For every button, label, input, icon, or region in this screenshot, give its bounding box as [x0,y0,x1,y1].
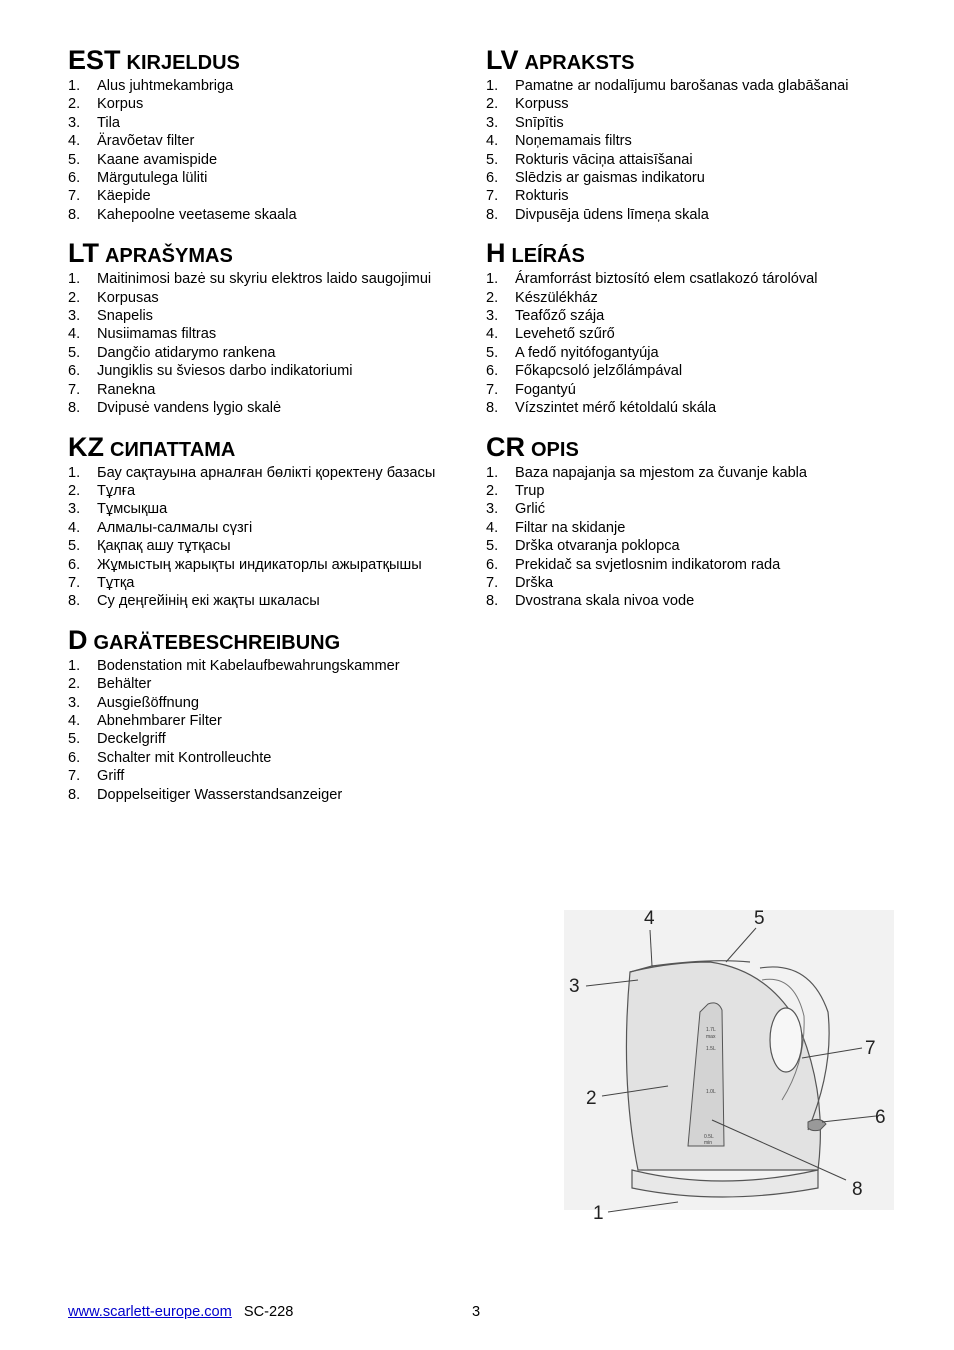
item-text: Korpusas [97,289,159,306]
list-item [68,730,470,748]
item-text: Doppelseitiger Wasserstandsanzeiger [97,786,343,803]
item-text: Snapelis [97,308,153,325]
item-text: Су деңгейінің екі жақты шкаласы [97,593,320,610]
item-text: Қақпақ ашу тұтқасы [97,538,231,555]
scale-mark: 0.5L [704,1134,714,1140]
item-text: Baza napajanja sa mjestom za čuvanje kabla [515,464,808,481]
list-item [68,519,470,537]
section-heading: LV APRAKSTS [486,45,635,75]
item-number: 7. [68,188,81,205]
kettle-diagram [560,900,900,1220]
item-text: Fogantyú [515,381,576,398]
handle-grip [770,1008,802,1072]
callout-number: 6 [875,1107,886,1128]
parts-list [68,657,470,804]
item-number: 3. [486,308,499,325]
item-number: 6. [68,556,81,573]
item-text: Noņemamais filtrs [515,133,632,150]
callout-number: 2 [586,1088,597,1109]
list-item [68,344,470,362]
item-number: 8. [68,593,81,610]
list-item [486,362,896,380]
item-text: Nusiimamas filtras [97,326,217,343]
parts-list [486,77,896,224]
list-item [68,325,470,343]
section-heading: D GARÄTEBESCHREIBUNG [68,624,341,655]
list-item [68,749,470,767]
item-text: Vízszintet mérő kétoldalú skála [515,400,717,417]
callout-number: 1 [593,1203,604,1220]
item-number: 8. [486,593,499,610]
right-column [486,44,896,624]
item-text: Тұлға [97,482,136,499]
item-number: 3. [486,501,499,518]
scale-mark: 1.5L [706,1046,716,1052]
list-item [486,574,896,592]
list-item [68,206,470,224]
item-text: Dangčio atidarymo rankena [97,344,276,361]
section-heading: EST KIRJELDUS [68,45,240,75]
item-text: Készülékház [515,289,598,306]
parts-list [486,464,896,611]
item-number: 5. [486,151,499,168]
item-text: Ausgießöffnung [97,694,199,711]
list-item [68,289,470,307]
list-item [68,767,470,785]
item-text: Kahepoolne veetaseme skaala [97,206,297,223]
item-number: 6. [68,749,81,766]
item-number: 6. [486,556,499,573]
list-item [68,270,470,288]
item-number: 6. [486,170,499,187]
item-text: Schalter mit Kontrolleuchte [97,749,272,766]
item-number: 2. [68,482,81,499]
item-text: Slēdzis ar gaismas indikatoru [515,170,705,187]
item-text: Maitinimosi bazė su skyriu elektros laido saugojimui [97,271,432,288]
callout-number: 5 [754,908,765,929]
list-item [68,537,470,555]
callout-number: 3 [569,976,580,997]
callout-number: 4 [644,908,655,929]
item-number: 3. [68,114,81,131]
parts-list [68,270,470,417]
list-item [486,500,896,518]
item-text: Dvostrana skala nivoa vode [515,593,695,610]
item-number: 8. [68,786,81,803]
list-item [68,675,470,693]
item-text: Prekidač sa svjetlosnim indikatorom rada [515,556,781,573]
item-text: Бау сақтауына арналған бөлікті қоректену базасы [97,464,436,481]
item-number: 2. [68,289,81,306]
list-item [68,169,470,187]
item-text: Dvipusė vandens lygio skalė [97,400,282,417]
item-number: 1. [68,657,81,674]
item-text: Bodenstation mit Kabelaufbewahrungskammer [97,657,400,674]
section-lt [68,237,470,417]
list-item [68,114,470,132]
item-text: Pamatne ar nodalījumu barošanas vada glabāšanai [515,78,849,94]
list-item [486,556,896,574]
item-text: Grlić [515,501,545,518]
item-text: Levehető szűrő [515,326,615,343]
item-number: 1. [68,271,81,288]
scale-mark: 1.0L [706,1089,716,1095]
item-number: 3. [68,501,81,518]
list-item [486,325,896,343]
list-item [486,270,896,288]
list-item [68,482,470,500]
item-text: Drška otvaranja poklopca [515,538,680,555]
list-item [68,464,470,482]
section-est [68,44,470,224]
list-item [486,151,896,169]
item-text: Alus juhtmekambriga [97,78,234,94]
list-item [486,482,896,500]
item-number: 7. [68,574,81,591]
item-text: Korpus [97,96,144,113]
item-number: 5. [68,538,81,555]
callout-number: 7 [865,1038,876,1059]
list-item [486,592,896,610]
list-item [68,77,470,95]
item-number: 4. [68,326,81,343]
item-text: Teafőző szája [515,308,605,325]
list-item [486,537,896,555]
item-text: Märgutulega lüliti [97,170,208,187]
item-number: 7. [68,768,81,785]
list-item [486,519,896,537]
item-number: 7. [68,381,81,398]
item-text: Тұтқа [97,574,135,591]
list-item [486,187,896,205]
item-number: 1. [486,464,499,481]
item-number: 1. [486,78,499,94]
section-kz [68,431,470,611]
item-number: 3. [68,694,81,711]
item-text: Rokturis [515,188,569,205]
item-text: Jungiklis su šviesos darbo indikatoriumi [97,363,353,380]
page-number: 3 [472,1304,481,1320]
list-item [68,132,470,150]
item-text: Kaane avamispide [97,151,218,168]
item-number: 4. [486,519,499,536]
item-text: Алмалы-салмалы сүзгі [97,519,253,536]
item-number: 4. [486,326,499,343]
item-number: 1. [486,271,499,288]
list-item [68,786,470,804]
list-item [486,132,896,150]
item-number: 8. [68,400,81,417]
section-lv [486,44,896,224]
scale-mark: min [704,1140,713,1146]
item-text: Жұмыстың жарықты индикаторлы ажыратқышы [97,556,422,573]
footer [68,1304,293,1320]
item-text: Käepide [97,188,151,205]
item-number: 4. [68,519,81,536]
list-item [486,114,896,132]
list-item [486,464,896,482]
list-item [486,399,896,417]
list-item [68,151,470,169]
list-item [68,556,470,574]
item-text: Deckelgriff [97,731,166,748]
parts-list [68,464,470,611]
list-item [68,307,470,325]
item-text: Filtar na skidanje [515,519,626,536]
list-item [68,500,470,518]
parts-list [486,270,896,417]
list-item [68,694,470,712]
scale-mark: max [706,1034,716,1040]
section-heading: CR OPIS [486,431,579,462]
model-number: SC-228 [243,1304,294,1320]
item-number: 5. [68,344,81,361]
item-number: 8. [486,206,499,223]
list-item [486,307,896,325]
item-number: 7. [486,381,499,398]
item-number: 6. [486,363,499,380]
item-text: A fedő nyitófogantyúja [515,344,659,361]
item-number: 5. [486,344,499,361]
list-item [486,381,896,399]
item-text: Főkapcsoló jelzőlámpával [515,363,683,380]
list-item [486,344,896,362]
item-text: Ranekna [97,381,156,398]
item-number: 4. [68,712,81,729]
list-item [486,169,896,187]
item-number: 5. [68,731,81,748]
list-item [68,95,470,113]
item-number: 8. [486,400,499,417]
item-number: 5. [486,538,499,555]
list-item [68,381,470,399]
item-number: 3. [486,114,499,131]
item-text: Griff [97,768,125,785]
kettle-illustration [560,900,900,1220]
list-item [68,399,470,417]
section-h [486,237,896,417]
item-text: Behälter [97,676,152,693]
section-cr [486,431,896,611]
section-heading: H LEÍRÁS [486,238,585,269]
callout-number: 8 [852,1179,863,1200]
item-number: 3. [68,308,81,325]
list-item [486,206,896,224]
item-number: 1. [68,78,81,94]
item-text: Abnehmbarer Filter [97,712,222,729]
item-number: 7. [486,188,499,205]
item-number: 7. [486,574,499,591]
website-link[interactable]: www.scarlett-europe.com [68,1304,232,1320]
item-text: Tila [97,114,120,131]
item-text: Trup [515,482,545,499]
item-text: Rokturis vāciņa attaisīšanai [515,151,693,168]
item-text: Divpusēja ūdens līmeņa skala [515,206,709,223]
item-number: 6. [68,363,81,380]
item-number: 4. [68,133,81,150]
list-item [68,187,470,205]
item-number: 8. [68,206,81,223]
list-item [68,574,470,592]
item-number: 2. [486,96,499,113]
list-item [68,657,470,675]
item-number: 2. [68,96,81,113]
item-number: 4. [486,133,499,150]
item-text: Áramforrást biztosító elem csatlakozó tárolóval [515,271,818,288]
item-text: Snīpītis [515,114,564,131]
item-number: 1. [68,464,81,481]
item-number: 6. [68,170,81,187]
list-item [486,77,896,95]
item-number: 2. [68,676,81,693]
parts-list [68,77,470,224]
list-item [68,712,470,730]
scale-mark: 1.7L [706,1027,716,1033]
list-item [68,592,470,610]
list-item [486,95,896,113]
left-column [68,44,470,817]
item-text: Drška [515,574,554,591]
section-heading: LT APRAŠYMAS [68,238,233,269]
section-d [68,624,470,804]
item-number: 2. [486,289,499,306]
section-heading: KZ СИПАТТАМА [68,431,236,462]
item-number: 5. [68,151,81,168]
item-text: Korpuss [515,96,569,113]
list-item [486,289,896,307]
list-item [68,362,470,380]
item-text: Тұмсықша [97,501,168,518]
item-number: 2. [486,482,499,499]
item-text: Äravõetav filter [97,133,195,150]
